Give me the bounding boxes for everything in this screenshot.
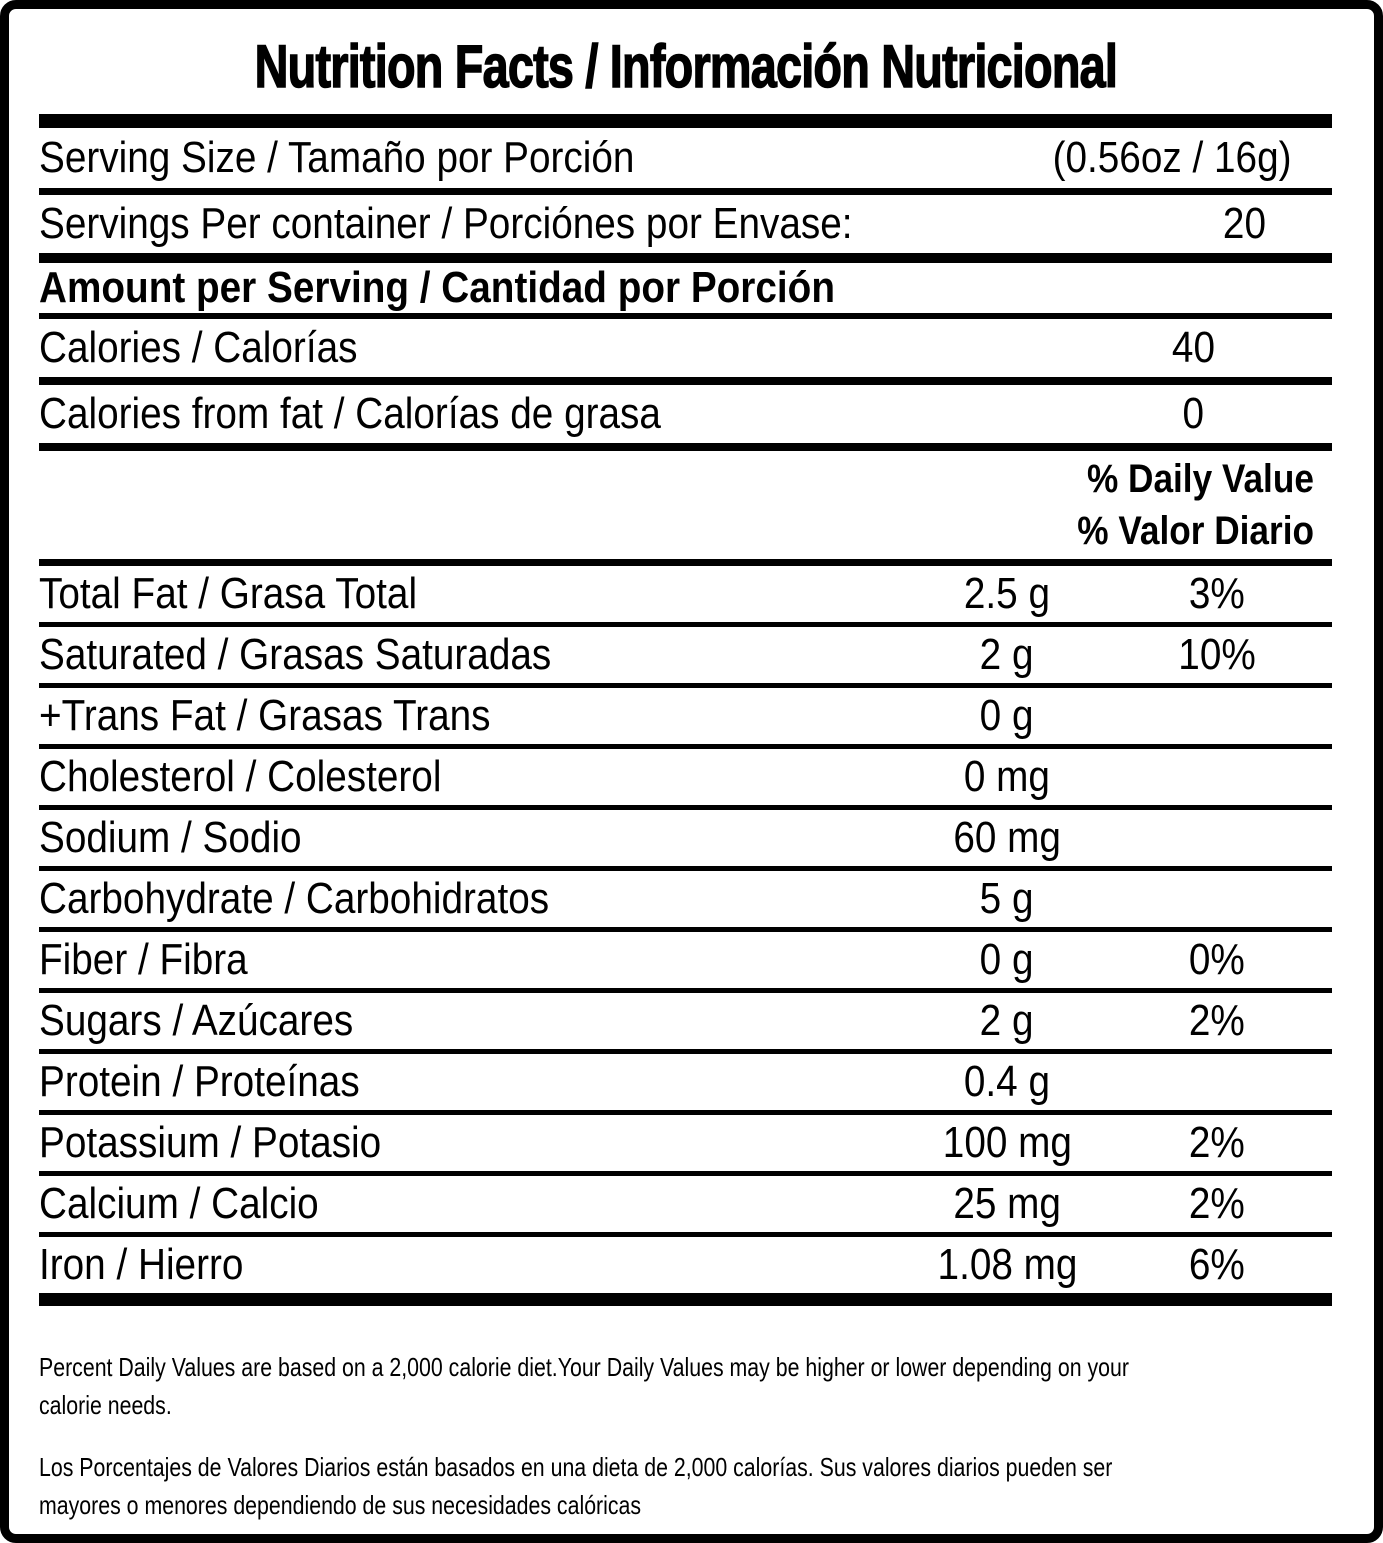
nutrient-amount: 60 mg <box>953 813 1061 862</box>
nutrient-amount: 0 g <box>980 935 1034 984</box>
nutrient-row-cholesterol <box>39 749 1332 810</box>
nutrient-amount: 2 g <box>980 630 1034 679</box>
calories-from-fat-row <box>39 385 1332 451</box>
nutrient-dv: 2% <box>1189 996 1245 1045</box>
nutrient-row-calcium <box>39 1176 1332 1237</box>
title-row <box>39 18 1332 114</box>
calories-row <box>39 319 1332 385</box>
servings-per-container-row <box>39 195 1332 263</box>
serving-size-label: Serving Size / Tamaño por Porción <box>39 133 635 182</box>
calories-value: 40 <box>1171 323 1215 372</box>
bottom-divider-bar <box>39 1293 1332 1306</box>
nutrient-row-potassium <box>39 1115 1332 1176</box>
servings-per-container-value: 20 <box>1222 199 1267 248</box>
nutrient-dv: 6% <box>1189 1240 1245 1289</box>
serving-size-value: (0.56oz / 16g) <box>1052 133 1291 182</box>
nutrient-amount: 5 g <box>980 874 1034 923</box>
nutrient-label: Total Fat / Grasa Total <box>39 569 418 618</box>
page-title: Nutrition Facts / Información Nutricional <box>254 32 1117 100</box>
footnote-es: Los Porcentajes de Valores Diarios están basados en una dieta de 2,000 calorías. Sus valores diarios pueden ser mayores o menores dependiendo de sus necesidades calóricas <box>39 1452 1113 1520</box>
nutrient-label: Saturated / Grasas Saturadas <box>39 630 552 679</box>
nutrient-row-protein <box>39 1054 1332 1115</box>
nutrient-dv: 10% <box>1178 630 1256 679</box>
nutrient-label: Cholesterol / Colesterol <box>39 752 442 801</box>
nutrient-label: Potassium / Potasio <box>39 1118 382 1167</box>
nutrient-label: Sugars / Azúcares <box>39 996 354 1045</box>
nutrient-dv: 2% <box>1189 1118 1245 1167</box>
label-content <box>39 18 1332 1525</box>
nutrient-amount: 1.08 mg <box>937 1240 1077 1289</box>
nutrient-label: +Trans Fat / Grasas Trans <box>39 691 491 740</box>
calories-label: Calories / Calorías <box>39 323 358 372</box>
calories-from-fat-value: 0 <box>1182 389 1204 438</box>
nutrient-label: Sodium / Sodio <box>39 813 302 862</box>
nutrient-amount: 0 g <box>980 691 1034 740</box>
nutrient-row-trans-fat <box>39 688 1332 749</box>
nutrient-amount: 0 mg <box>963 752 1051 801</box>
nutrient-amount: 100 mg <box>942 1118 1072 1167</box>
nutrient-row-total-fat <box>39 566 1332 627</box>
top-divider-bar <box>39 114 1332 128</box>
footnote-en: Percent Daily Values are based on a 2,000 calorie diet.Your Daily Values may be higher or lower depending on your calorie needs. <box>39 1352 1129 1420</box>
serving-size-row <box>39 128 1332 195</box>
nutrient-amount: 0.4 g <box>963 1057 1051 1106</box>
servings-per-container-label: Servings Per container / Porciónes por Envase: <box>39 199 853 248</box>
nutrient-row-sodium <box>39 810 1332 871</box>
nutrient-dv: 3% <box>1189 569 1245 618</box>
nutrient-dv: 0% <box>1189 935 1245 984</box>
nutrient-row-iron <box>39 1237 1332 1293</box>
nutrient-label: Carbohydrate / Carbohidratos <box>39 874 550 923</box>
nutrient-label: Calcium / Calcio <box>39 1179 319 1228</box>
nutrient-row-carbohydrate <box>39 871 1332 932</box>
nutrient-label: Protein / Proteínas <box>39 1057 360 1106</box>
nutrient-label: Iron / Hierro <box>39 1240 244 1289</box>
nutrient-amount: 25 mg <box>953 1179 1061 1228</box>
footnotes <box>39 1348 1332 1524</box>
nutrient-dv: 2% <box>1189 1179 1245 1228</box>
nutrient-label: Fiber / Fibra <box>39 935 248 984</box>
nutrient-amount: 2 g <box>980 996 1034 1045</box>
calories-from-fat-label: Calories from fat / Calorías de grasa <box>39 389 661 438</box>
amount-per-serving-header: Amount per Serving / Cantidad por Porción <box>39 263 835 312</box>
daily-value-header-es: % Valor Diario <box>1077 509 1314 553</box>
nutrient-row-saturated <box>39 627 1332 688</box>
nutrient-amount: 2.5 g <box>963 569 1051 618</box>
nutrient-row-sugars <box>39 993 1332 1054</box>
amount-per-serving-row <box>39 263 1332 319</box>
daily-value-header <box>39 451 1332 566</box>
nutrient-row-fiber <box>39 932 1332 993</box>
daily-value-header-en: % Daily Value <box>1087 457 1314 501</box>
